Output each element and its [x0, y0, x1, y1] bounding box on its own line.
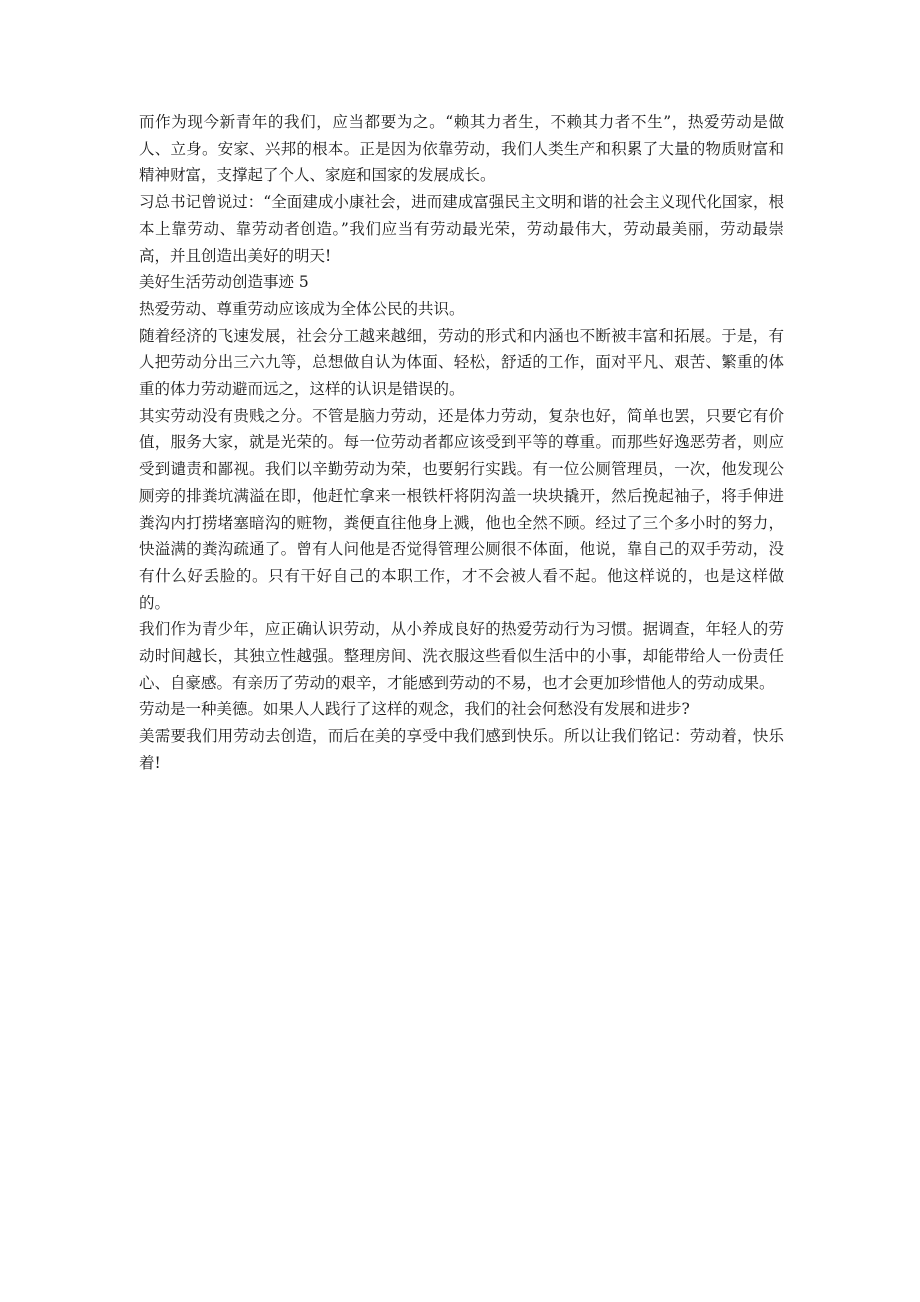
paragraph: 我们作为青少年，应正确认识劳动，从小养成良好的热爱劳动行为习惯。据调查，年轻人的劳动时间越长，其独立性越强。整理房间、洗衣服这些看似生活中的小事，却能带给人一份责任心、自豪感。有亲历了劳动的艰辛，才能感到劳动的不易，也才会更加珍惜他人的劳动成果。	[139, 620, 784, 692]
paragraph: 热爱劳动、尊重劳动应该成为全体公民的共识。	[139, 299, 465, 318]
paragraph: 劳动是一种美德。如果人人践行了这样的观念，我们的社会何愁没有发展和进步?	[139, 700, 690, 719]
paragraph: 美需要我们用劳动去创造，而后在美的享受中我们感到快乐。所以让我们铭记：劳动着，快乐着!	[139, 727, 784, 772]
paragraph: 其实劳动没有贵贱之分。不管是脑力劳动，还是体力劳动，复杂也好，简单也罢，只要它有价值，服务大家，就是光荣的。每一位劳动者都应该受到平等的尊重。而那些好逸恶劳者，则应受到谴责和鄙视。我们以辛勤劳动为荣，也要躬行实践。有一位公厕管理员，一次，他发现公厕旁的排粪坑满溢在即，他赶忙拿来一根铁杆将阴沟盖一块块撬开，然后挽起袖子，将手伸进粪沟内打捞堵塞暗沟的赃物，粪便直往他身上溅，他也全然不顾。经过了三个多小时的努力，快溢满的粪沟疏通了。曾有人问他是否觉得管理公厕很不体面，他说，靠自己的双手劳动，没有什么好丢脸的。只有干好自己的本职工作，才不会被人看不起。他这样说的，也是这样做的。	[139, 406, 784, 612]
document-body	[139, 109, 784, 777]
paragraph: 随着经济的飞速发展，社会分工越来越细，劳动的形式和内涵也不断被丰富和拓展。于是，有人把劳动分出三六九等，总想做自认为体面、轻松，舒适的工作，面对平凡、艰苦、繁重的体重的体力劳动避而远之，这样的认识是错误的。	[139, 326, 784, 399]
paragraph: 习总书记曾说过：“全面建成小康社会，进而建成富强民主文明和谐的社会主义现代化国家，根本上靠劳动、靠劳动者创造。”我们应当有劳动最光荣，劳动最伟大，劳动最美丽，劳动最崇高，并且创造出美好的明天!	[139, 193, 784, 265]
paragraph: 而作为现今新青年的我们，应当都要为之。“赖其力者生，不赖其力者不生”，热爱劳动是做人、立身。安家、兴邦的根本。正是因为依靠劳动，我们人类生产和积累了大量的物质财富和精神财富，支撑起了个人、家庭和国家的发展成长。	[139, 113, 784, 185]
section-heading: 美好生活劳动创造事迹 5	[139, 273, 309, 292]
